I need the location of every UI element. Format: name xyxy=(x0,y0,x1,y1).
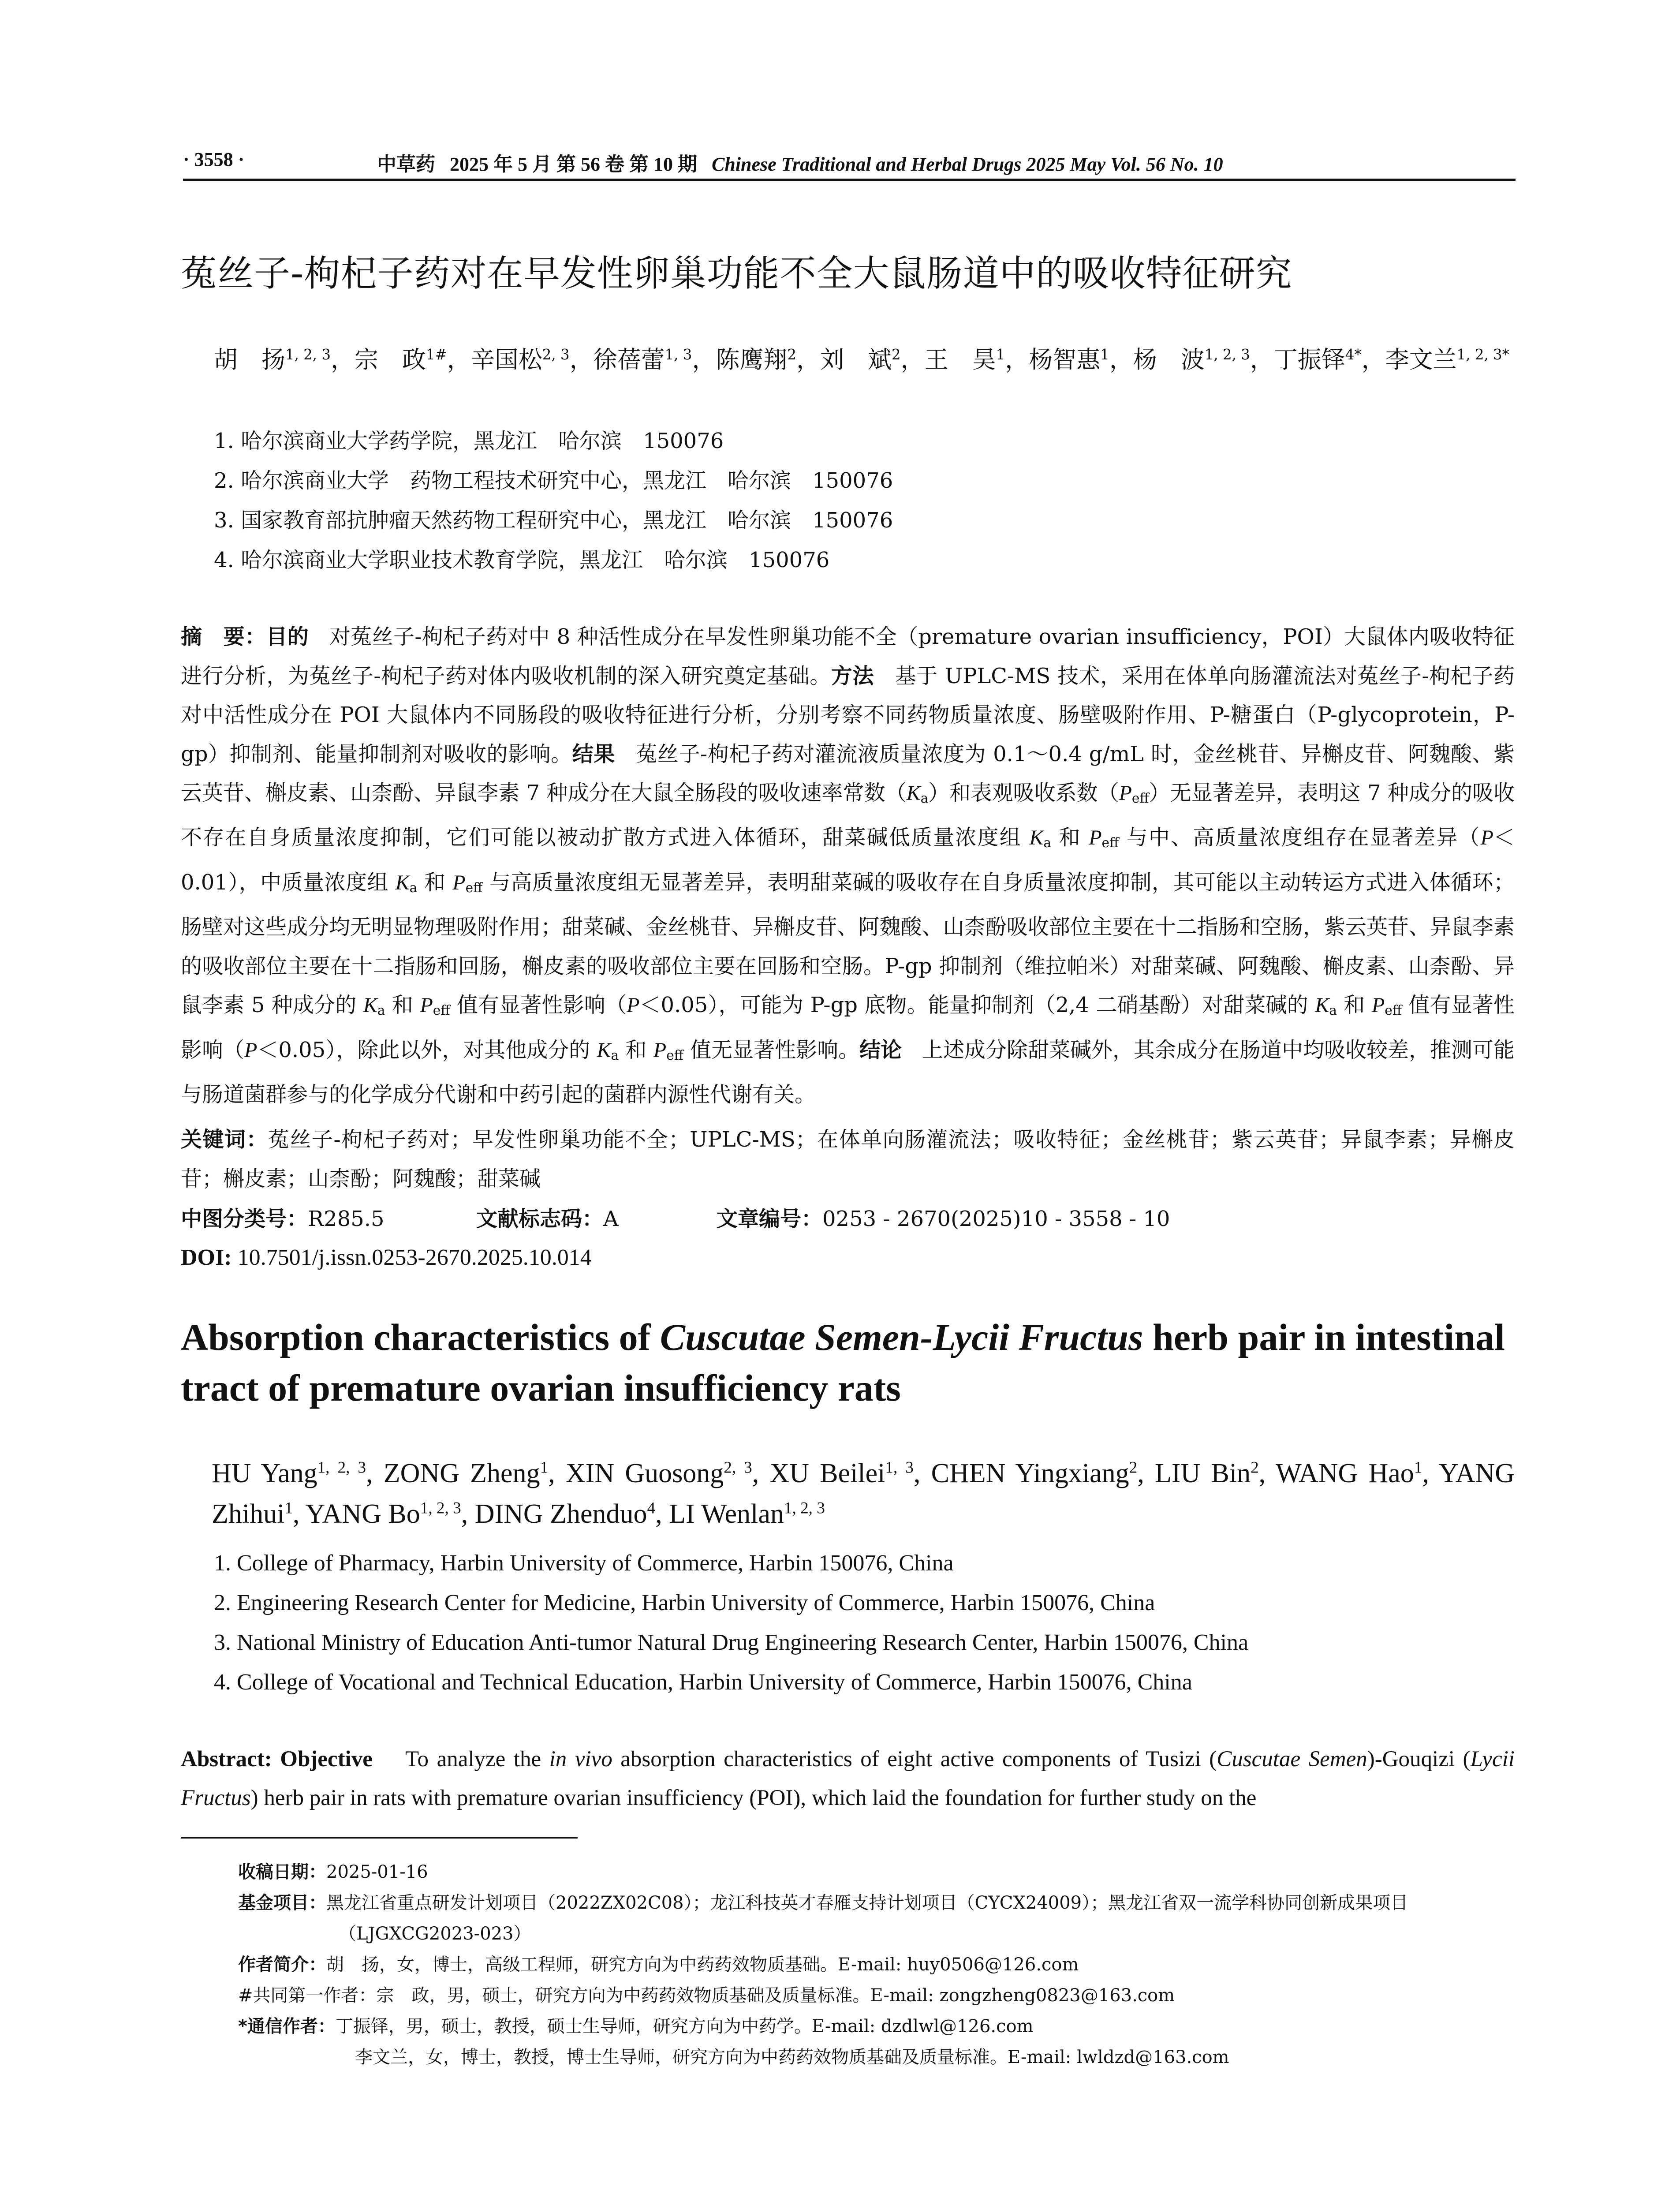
result-text: 和 xyxy=(1051,825,1089,850)
author-affiliation-marker: 1, 2, 3 xyxy=(1204,346,1250,363)
author-name: WANG Hao xyxy=(1276,1458,1414,1488)
objective-text: 对菟丝子-枸杞子药对中 8 种活性成分在早发性卵巢功能不全（premature ovarian insufficiency，POI）大鼠体内吸收特征进行分析，为菟丝子-枸杞子药对体内吸收机制的深入研究奠定基础。 xyxy=(181,624,1515,688)
author-name: 胡 扬 xyxy=(214,346,285,374)
author-name: 刘 斌 xyxy=(820,346,892,374)
title-en xyxy=(181,1312,1517,1413)
peff-symbol: P xyxy=(653,1038,667,1062)
author-affiliation-marker: 1, 2, 3* xyxy=(1456,346,1509,363)
abstract-en-text: absorption characteristics of eight active components of Tusizi ( xyxy=(612,1747,1217,1771)
author-name: 杨 波 xyxy=(1133,346,1205,374)
ka-subscript: a xyxy=(1043,835,1052,851)
author-affiliation-marker: 2 xyxy=(1251,1458,1259,1477)
cofirst-value: 宗 政，男，硕士，研究方向为中药药效物质基础及质量标准。E-mail: zongzheng0823@163.com xyxy=(376,1985,1175,2006)
authors-en: HU Yang$^{1, 2, 3}$, ZONG Zheng$^1$, XIN Guosong$^{2, 3}$, XU Beilei$^{1, 3}$, CHEN Yingxiang$^2$, LIU Bin$^2$, WANG Hao$^1$, YANG Zhihui$^1$, YANG Bo$^{1, 2, 3}$, DING Zhenduo$^4$, LI Wenlan$^{1, 2, 3}$ xyxy=(212,1458,1515,1529)
keywords-cn xyxy=(181,1120,1515,1198)
ka-symbol: K xyxy=(363,994,377,1017)
affiliation-cn-3: 3. 国家教育部抗肿瘤天然药物工程研究中心，黑龙江 哈尔滨 150076 xyxy=(214,508,893,533)
footnote-received xyxy=(238,1857,1517,1887)
author-affiliation-marker: 4 xyxy=(647,1499,656,1517)
affiliation-en-1: 1. College of Pharmacy, Harbin University of Commerce, Harbin 150076, China xyxy=(214,1551,954,1576)
ka-subscript: a xyxy=(377,1003,385,1019)
issue-cn: 2025 年 5 月 第 56 卷 第 10 期 xyxy=(450,153,697,175)
fund-value: 黑龙江省重点研发计划项目（2022ZX02C08）；龙江科技英才春雁支持计划项目（CYCX24009）；黑龙江省双一流学科协同创新成果项目（LJGXCG2023-023） xyxy=(326,1893,1408,1944)
journal-name-cn: 中草药 xyxy=(377,153,435,176)
running-header xyxy=(183,148,1515,176)
classification-line xyxy=(181,1200,1515,1238)
received-value: 2025-01-16 xyxy=(326,1862,428,1882)
author-affiliation-marker: 1, 2, 3 xyxy=(784,1499,825,1517)
doc-code xyxy=(476,1200,619,1238)
result-text: 和 xyxy=(385,993,420,1018)
result-label: 结果 xyxy=(572,741,615,766)
result-text: 与高质量浓度组无显著差异，表明甜菜碱的吸收存在自身质量浓度抑制，其可能以主动转运方式进入体循环；肠壁对这些成分均无明显物理吸附作用；甜菜碱、金丝桃苷、异槲皮苷、阿魏酸、山柰酚吸收部位主要在十二指肠和空肠，紫云英苷、异鼠李素的吸收部位主要在十二指肠和回肠，槲皮素的吸收部位主要在回肠和空肠。P-gp 抑制剂（维拉帕米）对甜菜碱、阿魏酸、槲皮素、山柰酚、异鼠李素 5 种成分的 xyxy=(181,870,1515,1018)
abstract-en xyxy=(181,1740,1515,1817)
peff-symbol: P xyxy=(420,994,433,1017)
abstract-label: 摘 要： xyxy=(181,624,266,649)
title-en-italic: Cuscutae Semen-Lycii Fructus xyxy=(660,1316,1143,1358)
abstract-en-italic: Cuscutae Semen xyxy=(1217,1747,1367,1771)
peff-symbol: P xyxy=(1089,826,1102,850)
keywords-label: 关键词： xyxy=(181,1127,268,1152)
journal-info xyxy=(377,148,1223,176)
p-symbol: P xyxy=(1480,826,1493,850)
author-affiliation-marker: 2, 3 xyxy=(542,346,570,363)
author-affiliation-marker: 2, 3 xyxy=(724,1458,752,1477)
peff-subscript: eff xyxy=(1131,790,1149,806)
abstract-en-label: Abstract: Objective xyxy=(181,1747,373,1771)
author-name: 王 昊 xyxy=(924,346,996,374)
corresponding-label: *通信作者： xyxy=(238,2016,336,2037)
author-affiliation-marker: 1, 3 xyxy=(665,346,692,363)
peff-symbol: P xyxy=(1119,781,1132,805)
author-affiliation-marker: 2 xyxy=(1129,1458,1138,1477)
affiliations-en xyxy=(214,1544,1248,1702)
clc-label: 中图分类号： xyxy=(181,1207,308,1231)
result-text: 和 xyxy=(417,870,453,895)
peff-subscript: eff xyxy=(1385,1003,1402,1019)
abstract-cn xyxy=(181,617,1515,1114)
author-name: XU Beilei xyxy=(769,1458,885,1488)
footnote-corresponding xyxy=(238,2011,1517,2042)
conclusion-label: 结论 xyxy=(859,1037,902,1062)
result-text: ＜0.01），中质量浓度组 xyxy=(181,825,1515,895)
article-value: 0253 - 2670(2025)10 - 3558 - 10 xyxy=(822,1207,1170,1231)
footnote-fund xyxy=(238,1887,1517,1949)
article-number xyxy=(717,1200,1170,1238)
author-name: 陈鹰翔 xyxy=(716,346,788,374)
author-name: YANG Bo xyxy=(305,1499,420,1529)
affiliation-cn-1: 1. 哈尔滨商业大学药学院，黑龙江 哈尔滨 150076 xyxy=(214,429,724,453)
ka-symbol: K xyxy=(1029,826,1044,850)
result-text: ＜0.05），除此以外，对其他成分的 xyxy=(257,1037,597,1062)
ka-symbol: K xyxy=(395,871,410,894)
article-label: 文章编号： xyxy=(717,1207,823,1231)
doi-label: DOI: xyxy=(181,1245,232,1270)
author-name: 李文兰 xyxy=(1385,346,1457,374)
fund-label: 基金项目： xyxy=(238,1893,326,1913)
keywords-text: 菟丝子-枸杞子药对；早发性卵巢功能不全；UPLC-MS；在体单向肠灌流法；吸收特征；金丝桃苷；紫云英苷；异鼠李素；异槲皮苷；槲皮素；山柰酚；阿魏酸；甜菜碱 xyxy=(181,1127,1515,1191)
ka-symbol: K xyxy=(597,1038,611,1062)
author-name: 徐蓓蕾 xyxy=(593,346,665,374)
result-text: 值有显著性影响（ xyxy=(450,993,627,1018)
abstract-en-italic: in vivo xyxy=(549,1747,612,1771)
ka-symbol: K xyxy=(906,781,921,805)
result-text: 和 xyxy=(619,1037,653,1062)
author-name: ZONG Zheng xyxy=(383,1458,540,1488)
affiliation-cn-2: 2. 哈尔滨商业大学 药物工程技术研究中心，黑龙江 哈尔滨 150076 xyxy=(214,468,893,493)
author-affiliation-marker: 1 xyxy=(996,346,1005,363)
peff-subscript: eff xyxy=(666,1047,683,1063)
author-name: LI Wenlan xyxy=(669,1499,784,1529)
author-name: DING Zhenduo xyxy=(474,1499,647,1529)
method-text: 基于 UPLC-MS 技术，采用在体单向肠灌流法对菟丝子-枸杞子药对中活性成分在 POI 大鼠体内不同肠段的吸收特征进行分析，分别考察不同药物质量浓度、肠壁吸附作用、P-糖蛋白（P-glycoprotein，P-gp）抑制剂、能量抑制剂对吸收的影响。 xyxy=(181,663,1515,766)
title-en-part: herb pair in intestinal tract of premature ovarian insufficiency rats xyxy=(181,1316,1505,1409)
doi-value: 10.7501/j.issn.0253-2670.2025.10.014 xyxy=(237,1245,592,1270)
result-text: 值无显著性影响。 xyxy=(683,1037,860,1062)
cofirst-label: #共同第一作者： xyxy=(238,1985,377,2006)
result-text: ）和表观吸收系数（ xyxy=(928,781,1119,805)
author-name: YANG Zhihui xyxy=(212,1458,1515,1529)
method-label: 方法 xyxy=(831,663,874,688)
peff-subscript: eff xyxy=(433,1003,450,1019)
abstract-en-italic: Lycii Fructus xyxy=(181,1747,1515,1810)
result-text: 值有显著性影响（ xyxy=(181,993,1515,1062)
author-name: 丁振铎 xyxy=(1273,346,1345,374)
author-name: 杨智惠 xyxy=(1029,346,1101,374)
affiliation-en-2: 2. Engineering Research Center for Medicine, Harbin University of Commerce, Harbin 150076, China xyxy=(214,1590,1155,1615)
author-affiliation-marker: 1, 3 xyxy=(885,1458,914,1477)
page-number: · 3558 · xyxy=(183,149,245,170)
doi xyxy=(181,1238,592,1277)
objective-label: 目的 xyxy=(266,624,309,649)
footnote-cofirst xyxy=(238,1980,1517,2011)
author-affiliation-marker: 2 xyxy=(787,346,796,363)
ka-subscript: a xyxy=(920,790,929,806)
doc-value: A xyxy=(603,1207,619,1231)
abstract-en-text: )-Gouqizi ( xyxy=(1367,1747,1471,1771)
result-text: 与中、高质量浓度组存在显著差异（ xyxy=(1119,825,1481,850)
result-text: ＜0.05），可能为 P-gp 底物。能量抑制剂（2,4 二硝基酚）对甜菜碱的 xyxy=(639,993,1315,1018)
footnote-corresponding-2 xyxy=(238,2042,1517,2073)
result-text: 和 xyxy=(1337,993,1372,1018)
authors-cn: 胡 扬$^{1, 2, 3}$，宗 政$^{1\#}$，辛国松$^{2, 3}$，徐蓓蕾$^{1, 3}$，陈鹰翔$^2$，刘 斌$^2$，王 昊$^1$，杨智惠$^1$，杨 波$^{1, 2, 3}$，丁振铎$^{4*}$，李文兰$^{1, 2, 3*}$ xyxy=(214,346,1509,374)
bio-label: 作者简介： xyxy=(238,1955,326,1975)
author-name: HU Yang xyxy=(212,1458,317,1488)
peff-subscript: eff xyxy=(1101,835,1119,851)
ka-subscript: a xyxy=(611,1047,619,1063)
footnote-bio xyxy=(238,1949,1517,1980)
clc-code xyxy=(181,1207,385,1231)
p-symbol: P xyxy=(244,1038,258,1062)
doc-label: 文献标志码： xyxy=(476,1207,604,1231)
affiliation-cn-4: 4. 哈尔滨商业大学职业技术教育学院，黑龙江 哈尔滨 150076 xyxy=(214,548,830,572)
abstract-en-text: ) herb pair in rats with premature ovarian insufficiency (POI), which laid the foundation for further study on the xyxy=(250,1786,1257,1810)
author-affiliation-marker: 1 xyxy=(1414,1458,1422,1477)
author-name: 辛国松 xyxy=(470,346,542,374)
peff-symbol: P xyxy=(1371,994,1385,1017)
header-rule xyxy=(183,179,1516,181)
journal-name-en: Chinese Traditional and Herbal Drugs 2025 May Vol. 56 No. 10 xyxy=(712,153,1223,175)
affiliation-en-3: 3. National Ministry of Education Anti-tumor Natural Drug Engineering Research Center, Harbin 150076, China xyxy=(214,1630,1249,1655)
affiliations-cn xyxy=(214,421,893,580)
footnotes xyxy=(238,1857,1517,2073)
author-name: CHEN Yingxiang xyxy=(931,1458,1129,1488)
clc-value: R285.5 xyxy=(308,1207,385,1231)
bio-value: 胡 扬，女，博士，高级工程师，研究方向为中药药效物质基础。E-mail: huy0506@126.com xyxy=(326,1955,1079,1975)
corresponding-1: 丁振铎，男，硕士，教授，硕士生导师，研究方向为中药学。E-mail: dzdlwl@126.com xyxy=(335,2016,1034,2037)
author-affiliation-marker: 1 xyxy=(540,1458,549,1477)
author-affiliation-marker: 2 xyxy=(892,346,901,363)
author-name: 宗 政 xyxy=(355,346,426,374)
abstract-en-text: To analyze the xyxy=(405,1747,549,1771)
result-text: 菟丝子-枸杞子药对灌流液质量浓度为 0.1～0.4 g/mL 时，金丝桃苷、异槲皮苷、阿魏酸、紫云英苷、槲皮素、山柰酚、异鼠李素 7 种成分在大鼠全肠段的吸收速率常数（ xyxy=(181,741,1515,805)
author-name: XIN Guosong xyxy=(565,1458,724,1488)
p-symbol: P xyxy=(627,994,640,1017)
title-en-part: Absorption characteristics of xyxy=(181,1316,660,1358)
ka-subscript: a xyxy=(1329,1003,1337,1019)
title-cn: 菟丝子-枸杞子药对在早发性卵巢功能不全大鼠肠道中的吸收特征研究 xyxy=(181,253,1292,295)
author-name: LIU Bin xyxy=(1154,1458,1251,1488)
ka-subscript: a xyxy=(409,880,418,896)
author-affiliation-marker: 1 xyxy=(1100,346,1109,363)
corresponding-2: 李文兰，女，博士，教授，博士生导师，研究方向为中药药效物质基础及质量标准。E-mail: lwldzd@163.com xyxy=(355,2047,1229,2067)
peff-symbol: P xyxy=(452,871,466,894)
affiliation-en-4: 4. College of Vocational and Technical Education, Harbin University of Commerce, Harbin 150076, China xyxy=(214,1670,1192,1695)
conclusion-text: 上述成分除甜菜碱外，其余成分在肠道中均吸收较差，推测可能与肠道菌群参与的化学成分代谢和中药引起的菌群内源性代谢有关。 xyxy=(181,1037,1515,1107)
peff-subscript: eff xyxy=(465,880,483,896)
author-affiliation-marker: 4* xyxy=(1345,346,1362,363)
footnote-rule xyxy=(181,1837,578,1839)
received-label: 收稿日期： xyxy=(238,1862,326,1882)
author-affiliation-marker: 1, 2, 3 xyxy=(317,1458,366,1477)
author-affiliation-marker: 1, 2, 3 xyxy=(420,1499,461,1517)
author-affiliation-marker: 1 xyxy=(284,1499,293,1517)
ka-symbol: K xyxy=(1315,994,1329,1017)
result-text: ）无显著差异，表明这 7 种成分的吸收不存在自身质量浓度抑制，它们可能以被动扩散方式进入体循环，甜菜碱低质量浓度组 xyxy=(181,781,1515,850)
author-affiliation-marker: 1# xyxy=(426,346,447,363)
author-affiliation-marker: 1, 2, 3 xyxy=(285,346,331,363)
